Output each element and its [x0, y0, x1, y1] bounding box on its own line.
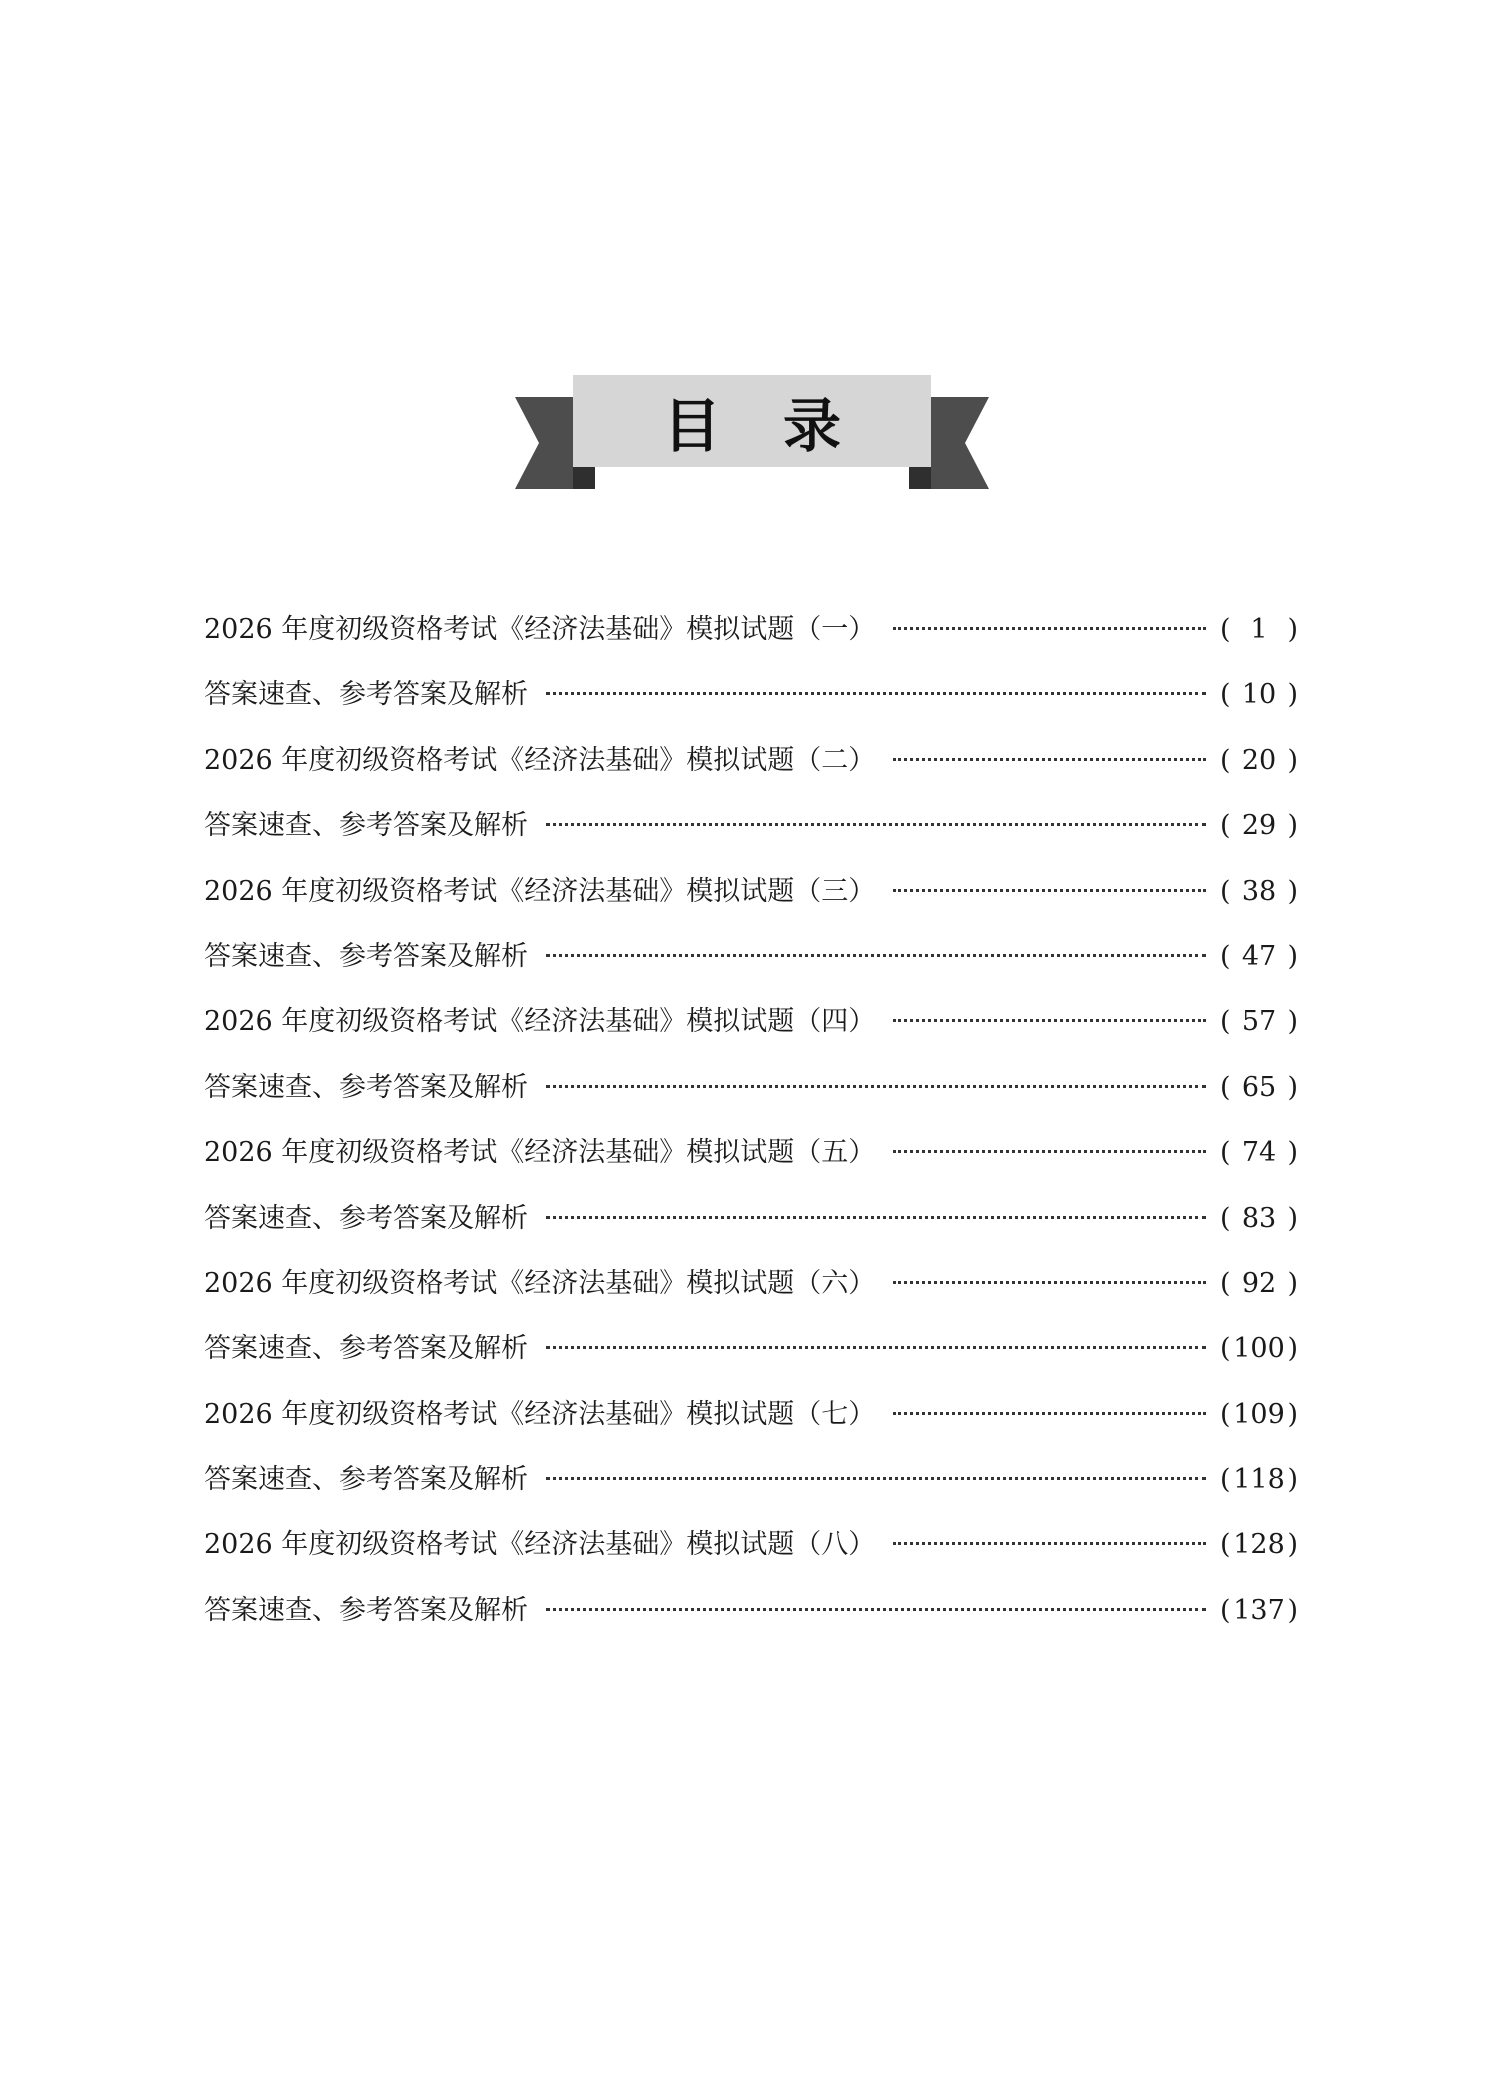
page-number: 137 [1233, 1594, 1285, 1626]
toc-entry-title: 答案速查、参考答案及解析 [204, 940, 528, 972]
toc-entry-page [1220, 607, 1298, 653]
toc-entry-title: 2026 年度初级资格考试《经济法基础》模拟试题（五） [204, 1137, 876, 1169]
toc-entry[interactable] [204, 738, 1298, 803]
toc-entry[interactable] [204, 1392, 1298, 1457]
toc-entry-title: 答案速查、参考答案及解析 [204, 1071, 528, 1103]
paren-close: ) [1287, 1202, 1298, 1234]
page-number: 29 [1241, 810, 1277, 842]
toc-entry-page [1220, 738, 1298, 784]
toc-entry-page [1220, 869, 1298, 915]
paren-open: ( [1220, 1202, 1231, 1234]
toc-entry-page [1220, 1326, 1298, 1372]
page-number: 100 [1233, 1333, 1285, 1365]
paren-open: ( [1220, 614, 1231, 645]
dot-leader [546, 692, 1206, 695]
dot-leader [893, 1412, 1206, 1415]
paren-close: ) [1287, 1594, 1298, 1626]
toc-entry[interactable] [204, 1196, 1298, 1261]
dot-leader [893, 1281, 1206, 1284]
paren-close: ) [1287, 744, 1298, 776]
toc-entry-page [1220, 934, 1298, 980]
paren-close: ) [1287, 1137, 1298, 1169]
paren-close: ) [1287, 1529, 1298, 1561]
page-number: 38 [1241, 875, 1277, 907]
paren-open: ( [1220, 1464, 1231, 1496]
ribbon-left-fold [573, 467, 595, 489]
dot-leader [546, 1346, 1206, 1349]
ribbon-left-tail [515, 397, 573, 489]
toc-entry[interactable] [204, 1457, 1298, 1522]
toc-entry-title: 答案速查、参考答案及解析 [204, 1202, 528, 1234]
paren-close: ) [1287, 679, 1298, 711]
page-number: 83 [1241, 1202, 1277, 1234]
page-number: 65 [1241, 1071, 1277, 1103]
toc-entry-page [1220, 1130, 1298, 1176]
toc-entry-title: 2026 年度初级资格考试《经济法基础》模拟试题（四） [204, 1006, 876, 1038]
toc-entry-title: 答案速查、参考答案及解析 [204, 1333, 528, 1365]
toc-entry-title: 答案速查、参考答案及解析 [204, 1464, 528, 1496]
toc-entry[interactable] [204, 1588, 1298, 1653]
page-number: 118 [1233, 1464, 1285, 1496]
toc-entry[interactable] [204, 999, 1298, 1064]
toc-entry[interactable] [204, 1130, 1298, 1195]
toc-entry-page [1220, 1457, 1298, 1503]
dot-leader [893, 1019, 1206, 1022]
dot-leader [546, 1477, 1206, 1480]
table-of-contents [204, 607, 1298, 1653]
toc-entry-page [1220, 1522, 1298, 1568]
dot-leader [546, 1608, 1206, 1611]
toc-entry[interactable] [204, 672, 1298, 737]
page-number: 128 [1233, 1529, 1285, 1561]
toc-entry[interactable] [204, 1326, 1298, 1391]
toc-entry[interactable] [204, 1522, 1298, 1587]
page-number: 109 [1233, 1398, 1285, 1430]
page-title: 目录 [662, 392, 903, 460]
paren-open: ( [1220, 810, 1231, 842]
toc-entry-title: 2026 年度初级资格考试《经济法基础》模拟试题（六） [204, 1267, 876, 1299]
page-number: 20 [1241, 744, 1277, 776]
toc-entry-page [1220, 1392, 1298, 1438]
dot-leader [546, 823, 1206, 826]
toc-entry-page [1220, 672, 1298, 718]
paren-open: ( [1220, 875, 1231, 907]
paren-close: ) [1287, 1398, 1298, 1430]
page-number: 92 [1241, 1267, 1277, 1299]
toc-entry-page [1220, 1588, 1298, 1634]
ribbon-right-tail [931, 397, 989, 489]
paren-open: ( [1220, 1398, 1231, 1430]
toc-entry-title: 答案速查、参考答案及解析 [204, 810, 528, 842]
toc-entry[interactable] [204, 1065, 1298, 1130]
toc-entry[interactable] [204, 869, 1298, 934]
toc-entry[interactable] [204, 934, 1298, 999]
paren-open: ( [1220, 1267, 1231, 1299]
ribbon-right-fold [909, 467, 931, 489]
toc-entry-title: 答案速查、参考答案及解析 [204, 1594, 528, 1626]
paren-open: ( [1220, 1529, 1231, 1561]
toc-entry-page [1220, 1261, 1298, 1307]
dot-leader [546, 954, 1206, 957]
paren-open: ( [1220, 1137, 1231, 1169]
toc-entry-page [1220, 803, 1298, 849]
page-number: 1 [1250, 614, 1268, 645]
paren-close: ) [1287, 614, 1298, 645]
paren-open: ( [1220, 1333, 1231, 1365]
paren-close: ) [1287, 940, 1298, 972]
paren-open: ( [1220, 1594, 1231, 1626]
toc-entry-title: 2026 年度初级资格考试《经济法基础》模拟试题（八） [204, 1529, 876, 1561]
dot-leader [893, 758, 1206, 761]
paren-close: ) [1287, 1071, 1298, 1103]
toc-entry-page [1220, 999, 1298, 1045]
page-number: 10 [1241, 679, 1277, 711]
toc-entry-title: 2026 年度初级资格考试《经济法基础》模拟试题（二） [204, 744, 876, 776]
paren-open: ( [1220, 940, 1231, 972]
paren-close: ) [1287, 875, 1298, 907]
toc-entry-title: 答案速查、参考答案及解析 [204, 679, 528, 711]
toc-entry-title: 2026 年度初级资格考试《经济法基础》模拟试题（三） [204, 875, 876, 907]
paren-close: ) [1287, 1333, 1298, 1365]
toc-entry[interactable] [204, 1261, 1298, 1326]
page-number: 47 [1241, 940, 1277, 972]
paren-open: ( [1220, 1071, 1231, 1103]
paren-close: ) [1287, 1464, 1298, 1496]
dot-leader [893, 1542, 1206, 1545]
title-banner [515, 375, 989, 489]
dot-leader [893, 889, 1206, 892]
toc-entry-title: 2026 年度初级资格考试《经济法基础》模拟试题（一） [204, 614, 876, 645]
paren-open: ( [1220, 1006, 1231, 1038]
paren-close: ) [1287, 810, 1298, 842]
dot-leader [546, 1216, 1206, 1219]
paren-close: ) [1287, 1006, 1298, 1038]
toc-entry-page [1220, 1065, 1298, 1111]
paren-close: ) [1287, 1267, 1298, 1299]
toc-entry[interactable] [204, 607, 1298, 672]
paren-open: ( [1220, 744, 1231, 776]
toc-entry-title: 2026 年度初级资格考试《经济法基础》模拟试题（七） [204, 1398, 876, 1430]
page-number: 74 [1241, 1137, 1277, 1169]
page-number: 57 [1241, 1006, 1277, 1038]
dot-leader [893, 627, 1206, 630]
toc-entry[interactable] [204, 803, 1298, 868]
dot-leader [546, 1085, 1206, 1088]
toc-entry-page [1220, 1196, 1298, 1242]
paren-open: ( [1220, 679, 1231, 711]
dot-leader [893, 1150, 1206, 1153]
